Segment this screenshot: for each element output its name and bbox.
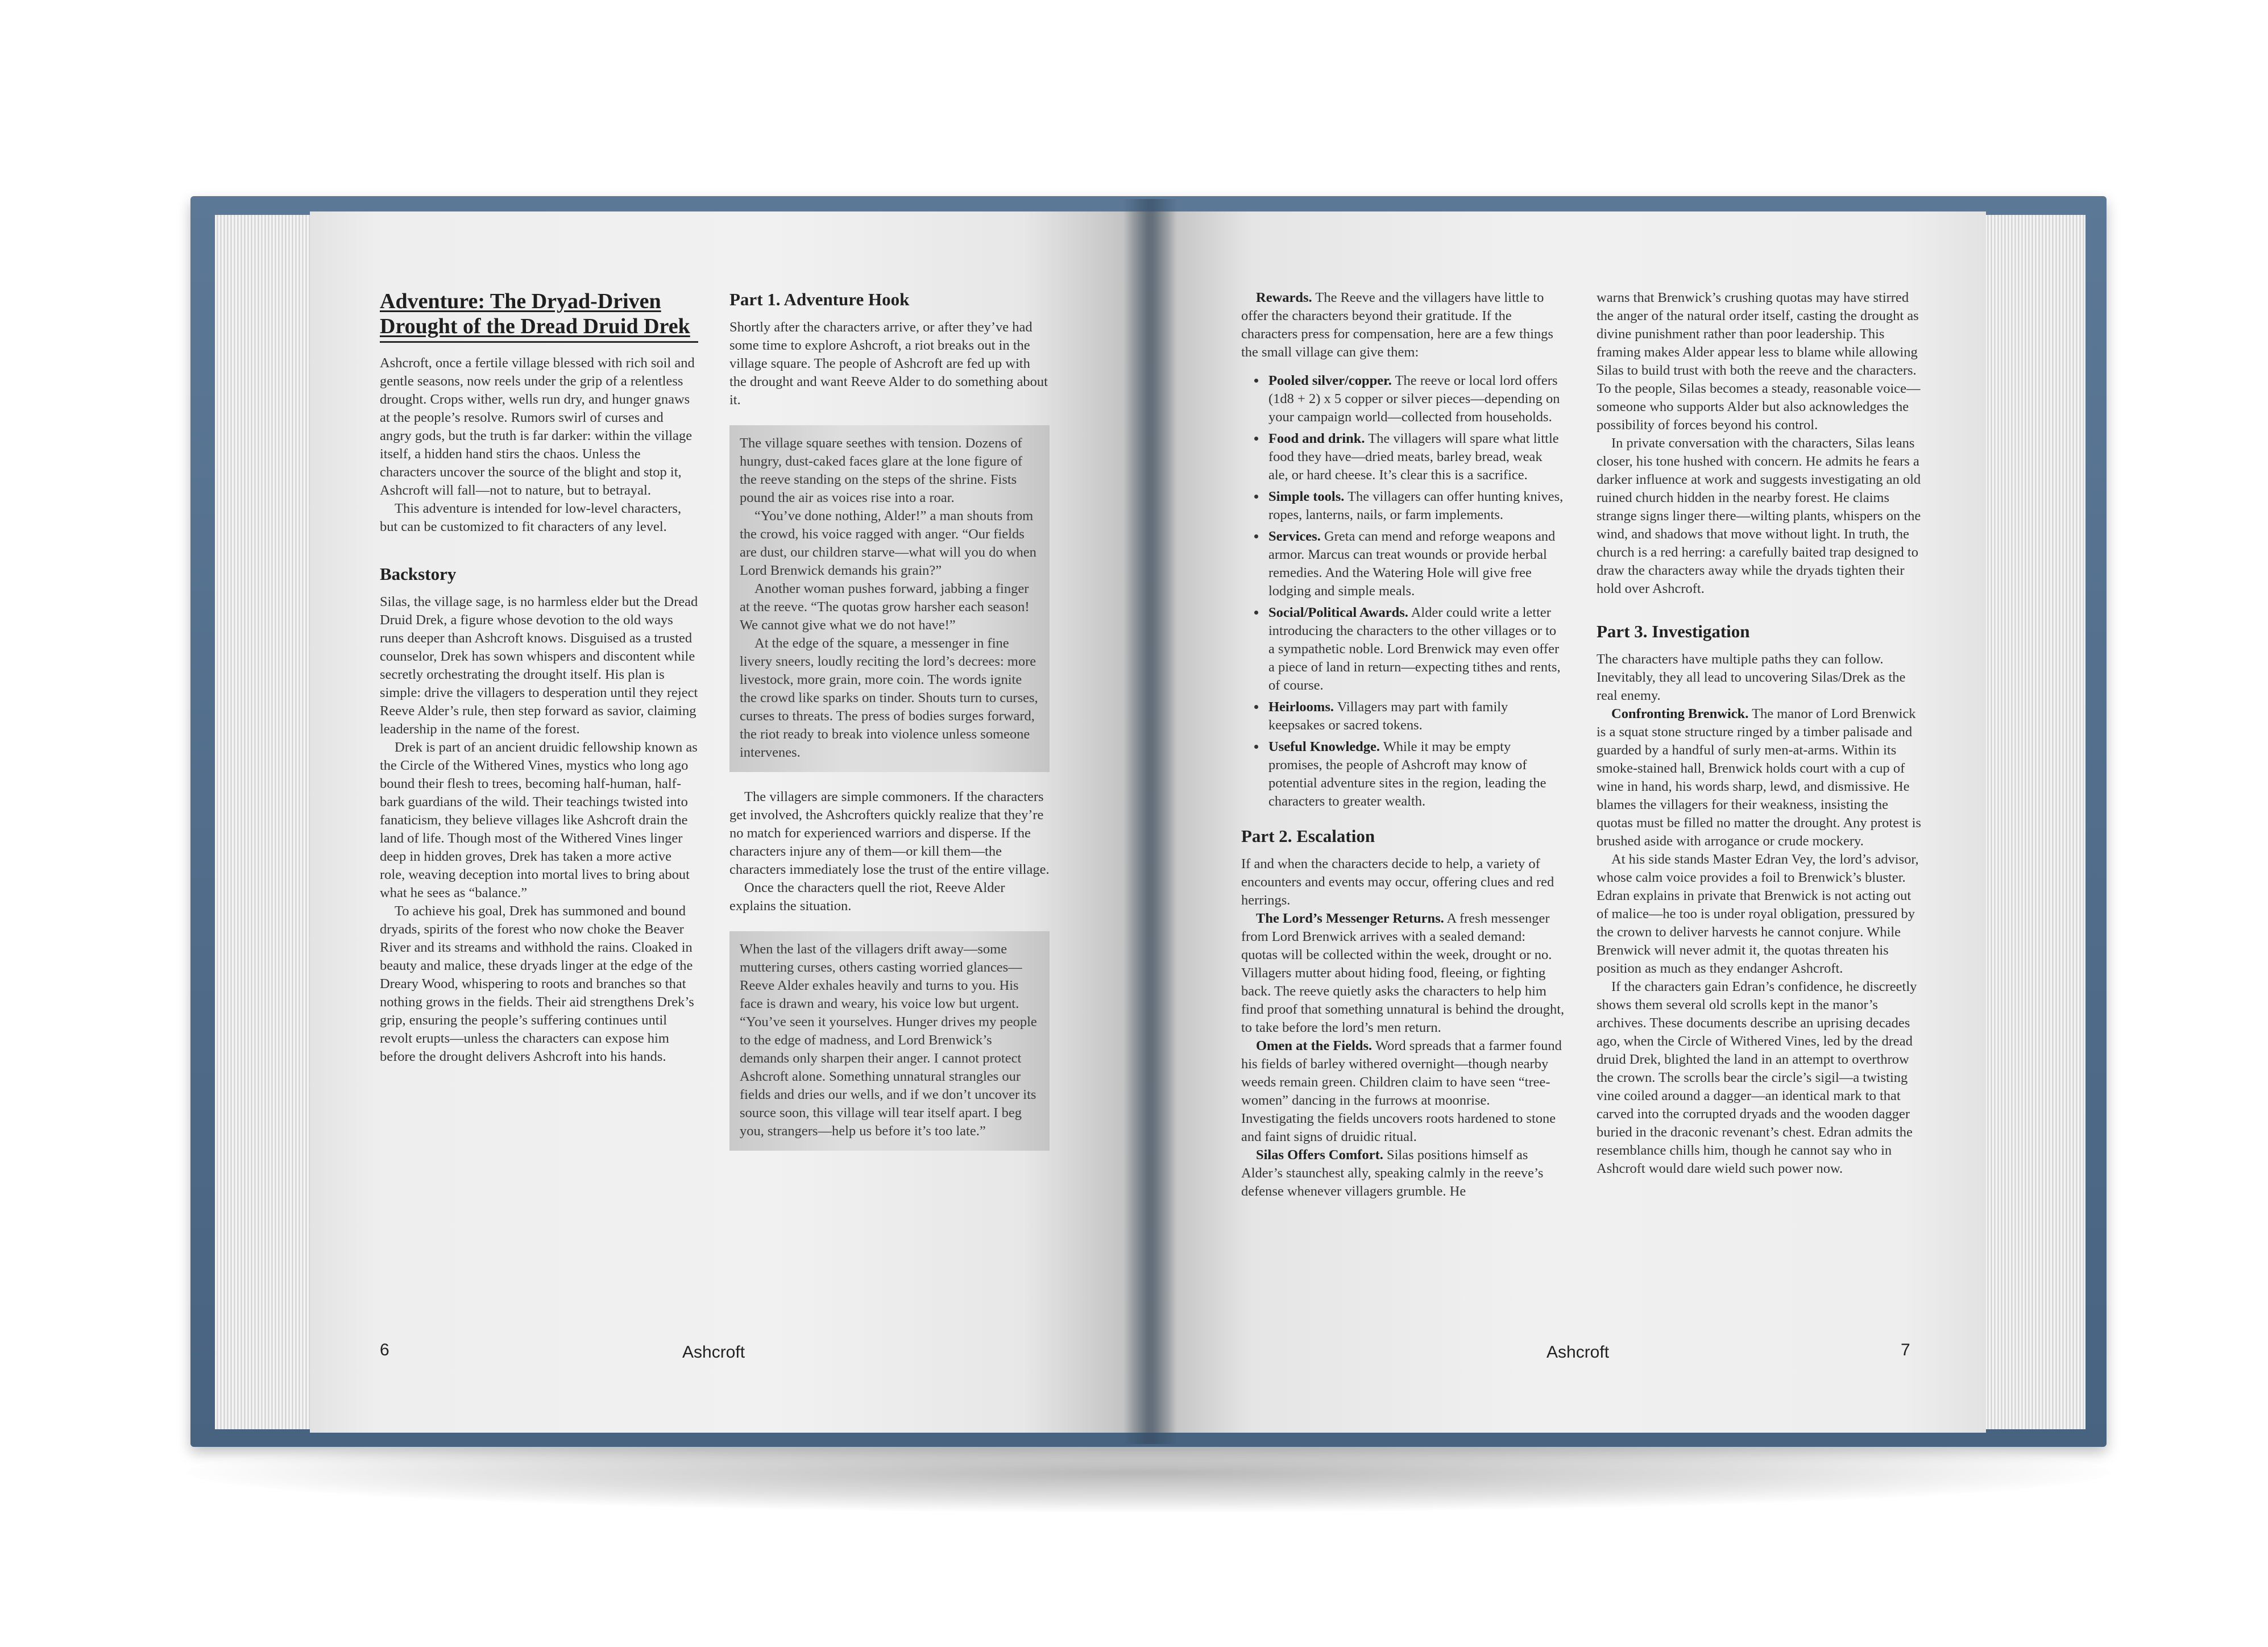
adventure-title: Adventure: The Dryad-Driven Drought of the Dread Druid Drek <box>380 289 698 343</box>
event-text: Silas positions himself as Alder’s staunchest ally, speaking calmly in the reeve’s defense whenever villagers grumble. He <box>1241 1147 1544 1199</box>
list-item <box>1266 372 1565 426</box>
read-aloud-paragraph: At the edge of the square, a messenger in fine livery sneers, loudly reciting the lord’s decrees: more livestock, more grain, more coin. The words ignite the crowd like sparks on tinder. Shouts turn to curses, curses to threats. The press of bodies surges forward, the riot ready to break into violence unless someone intervenes. <box>740 636 1038 760</box>
backstory-paragraph: To achieve his goal, Drek has summoned and bound dryads, spirits of the forest who now choke the Beaver River and its streams and withhold the rains. Cloaked in beauty and malice, these dryads linger at the edge of the Dreary Wood, whispering to roots and branches so that nothing grows in the fields. Their aid strengthens Drek’s grip, ensuring the people’s suffering continues until revolt erupts—unless the characters can expose him before the drought delivers Ashcroft into his hands. <box>380 903 694 1064</box>
list-item-text: The reeve or local lord offers (1d8 + 2) x 5 copper or silver pieces—depending on your campaign world—collected from households. <box>1268 373 1560 425</box>
left-page-column-2 <box>729 289 1050 1167</box>
read-aloud-paragraph: The village square seethes with tension. Dozens of hungry, dust-caked faces glare at the lone figure of the reeve standing on the steps of the shrine. Fists pound the air as voices rise into a roar. <box>740 435 1023 505</box>
list-item-label: Services. <box>1268 529 1321 544</box>
rewards-list <box>1241 372 1565 811</box>
read-aloud-paragraph: When the last of the villagers drift away—some muttering curses, others casting worried glances—Reeve Alder exhales heavily and turns to you. His face is drawn and weary, his voice low but urgent. “You’ve seen it yourselves. Hunger drives my people to the edge of madness, and Lord Brenwick’s demands only sharpen their anger. I cannot protect Ashcroft alone. Something unnatural strangles our fields and dries our wells, and if we don’t uncover its source soon, this village will tear itself apart. I beg you, strangers—help us before it’s too late.” <box>740 941 1037 1139</box>
left-page-footer: Ashcroft <box>682 1343 745 1362</box>
read-aloud-box <box>729 931 1050 1151</box>
list-item <box>1266 698 1565 735</box>
list-item-label: Pooled silver/copper. <box>1268 373 1392 388</box>
body-paragraph: At his side stands Master Edran Vey, the lord’s advisor, whose calm voice provides a foil to Brenwick’s bluster. Edran explains in private that Brenwick is not acting out of malice—he too is under royal obligation, pressured by the crown to deliver harvests he cannot conjure. While Brenwick will never admit it, the quotas threaten his position as much as they endanger Ashcroft. <box>1597 852 1919 976</box>
right-page-footer: Ashcroft <box>1546 1343 1610 1362</box>
list-item-text: Villagers may part with family keepsakes or sacred tokens. <box>1268 699 1508 733</box>
event-paragraph <box>1241 910 1565 1037</box>
part-2-heading: Part 2. Escalation <box>1241 826 1375 846</box>
intro-paragraph: This adventure is intended for low-level characters, but can be customized to fit characters of any level. <box>380 501 682 534</box>
part-1-heading: Part 1. Adventure Hook <box>729 289 910 309</box>
body-paragraph: Once the characters quell the riot, Reeve Alder explains the situation. <box>729 880 1005 914</box>
body-paragraph: The villagers are simple commoners. If the characters get involved, the Ashcrofters quickly realize that they’re no match for experienced warriors and disperse. If the characters injure any of them—or kill them—the characters immediately lose the trust of the entire village. <box>729 789 1050 877</box>
left-page-column-1 <box>380 289 698 1066</box>
list-item <box>1266 528 1565 600</box>
read-aloud-box <box>729 425 1050 772</box>
list-item-label: Simple tools. <box>1268 489 1345 504</box>
list-item-text: Alder could write a letter introducing the characters to the other villages or to a sympathetic noble. Lord Brenwick may even offer a piece of land in return—expecting tithes and rents, of course. <box>1268 605 1561 693</box>
event-text: A fresh messenger from Lord Brenwick arrives with a sealed demand: quotas will be collected within the week, drought or no. Villagers mutter about hiding food, fleeing, or fighting back. The reeve quietly asks the characters to help him find proof that something unnatural is behind the drought, to take before the lord’s men return. <box>1241 911 1565 1035</box>
event-paragraph <box>1597 705 1923 851</box>
event-label: The Lord’s Messenger Returns. <box>1256 911 1444 926</box>
part-3-heading: Part 3. Investigation <box>1597 621 1750 641</box>
body-paragraph: If and when the characters decide to help, a variety of encounters and events may occur, offering clues and red herrings. <box>1241 856 1554 908</box>
body-paragraph: warns that Brenwick’s crushing quotas may have stirred the anger of the natural order itself, casting the drought as divine punishment rather than poor leadership. This framing makes Alder appear less to blame while allowing Silas to build trust with both the reeve and the characters. To the people, Silas becomes a steady, reasonable voice—someone who supports Alder but also acknowledges the possibility of forces beyond his control. <box>1597 290 1921 433</box>
list-item <box>1266 604 1565 695</box>
right-page-number: 7 <box>1901 1341 1910 1359</box>
list-item <box>1266 738 1565 811</box>
list-item-text: While it may be empty promises, the people of Ashcroft may know of potential adventure sites in the region, leading the characters to greater wealth. <box>1268 739 1546 809</box>
body-paragraph: The characters have multiple paths they can follow. Inevitably, they all lead to uncovering Silas/Drek as the real enemy. <box>1597 652 1906 703</box>
right-page-column-2 <box>1597 289 1923 1178</box>
body-paragraph: If the characters gain Edran’s confidence, he discreetly shows them several old scrolls kept in the manor’s archives. These documents describe an uprising decades ago, when the Circle of Withered Vines, led by the dread druid Drek, blighted the land in an attempt to overthrow the crown. The scrolls bear the circle’s sigil—a twisting vine coiled around a dagger—an identical mark to that carved into the corrupted dryads and the wooden dagger buried in the draconic revenant’s chest. Edran admits the resemblance chills him, though he cannot say who in Ashcroft would dare wield such power now. <box>1597 979 1917 1176</box>
list-item <box>1266 488 1565 524</box>
rewards-text: The Reeve and the villagers have little to offer the characters beyond their gratitude. If the characters press for compensation, here are a few things the small village can give them: <box>1241 290 1553 360</box>
event-text: The manor of Lord Brenwick is a squat stone structure ringed by a timber palisade and guarded by a handful of surly men-at-arms. Within its smoke-stained hall, Brenwick holds court with a cup of wine in hand, his words sharp, lewd, and dismissive. He blames the villagers for their weakness, insisting the quotas must be filled no matter the drought. Any protest is brushed aside with arrogance or crude mockery. <box>1597 706 1921 849</box>
book-gutter <box>1123 199 1177 1444</box>
event-paragraph <box>1241 1037 1565 1146</box>
list-item-text: The villagers will spare what little food they have—dried meats, barley bread, weak ale, or hard cheese. It’s clear this is a sacrifice. <box>1268 431 1559 483</box>
intro-paragraph: Ashcroft, once a fertile village blessed with rich soil and gentle seasons, now reels under the grip of a relentless drought. Crops wither, wells run dry, and hunger gnaws at the people’s resolve. Rumors swirl of curses and angry gods, but the truth is far darker: within the village itself, a hidden hand stirs the chaos. Unless the characters uncover the source of the blight and stop it, Ashcroft will fall—not to nature, but to betrayal. <box>380 355 695 498</box>
backstory-paragraph: Drek is part of an ancient druidic fellowship known as the Circle of the Withered Vines, mystics who long ago bound their flesh to trees, becoming half-human, half-bark guardians of the wild. Their teachings twisted into fanaticism, they believe villages like Ashcroft drain the land of life. Though most of the Withered Vines linger deep in hidden groves, Drek has taken a more active role, weaving deception into mortal lives to bring about what he sees as “balance.” <box>380 740 698 901</box>
rewards-paragraph <box>1241 289 1565 362</box>
list-item-text: The villagers can offer hunting knives, ropes, lanterns, nails, or farm implements. <box>1268 489 1564 522</box>
left-page-block-edge <box>215 215 312 1429</box>
event-label: Silas Offers Comfort. <box>1256 1147 1383 1163</box>
read-aloud-paragraph: Another woman pushes forward, jabbing a finger at the reeve. “The quotas grow harsher each season! We cannot give what we do not have!” <box>740 581 1030 633</box>
backstory-heading: Backstory <box>380 564 457 584</box>
list-item-label: Food and drink. <box>1268 431 1365 446</box>
list-item-label: Heirlooms. <box>1268 699 1334 715</box>
list-item-text: Greta can mend and reforge weapons and armor. Marcus can treat wounds or provide herbal remedies. And the Watering Hole will give free lodging and simple meals. <box>1268 529 1556 599</box>
left-page-number: 6 <box>380 1341 389 1359</box>
right-page-column-1 <box>1241 289 1565 1201</box>
event-label: Confronting Brenwick. <box>1611 706 1749 721</box>
read-aloud-paragraph: “You’ve done nothing, Alder!” a man shouts from the crowd, his voice ragged with anger. “Our fields are dust, our children starve—what will you do when Lord Brenwick demands his grain?” <box>740 508 1036 578</box>
list-item-label: Social/Political Awards. <box>1268 605 1408 620</box>
body-paragraph: In private conversation with the characters, Silas leans closer, his tone hushed with concern. He admits he fears a darker influence at work and suggests investigating an old ruined church hidden in the nearby forest. He claims strange signs linger there—wilting plants, whispers on the wind, and shadows that move without light. In truth, the church is a red herring: a carefully baited trap designed to draw the characters away while the dryads tighten their hold over Ashcroft. <box>1597 435 1921 596</box>
backstory-paragraph: Silas, the village sage, is no harmless elder but the Dread Druid Drek, a figure whose devotion to the old ways runs deeper than Ashcroft knows. Disguised as a trusted counselor, Drek has sown whispers and discontent while secretly orchestrating the drought itself. His plan is simple: drive the villagers to desperation until they reject Reeve Alder’s rule, then step forward as savior, claiming leadership in the name of the forest. <box>380 594 698 737</box>
list-item-label: Useful Knowledge. <box>1268 739 1380 754</box>
rewards-label: Rewards. <box>1256 290 1312 305</box>
event-paragraph <box>1241 1146 1565 1201</box>
list-item <box>1266 430 1565 484</box>
right-page-block-edge <box>1985 215 2085 1429</box>
event-label: Omen at the Fields. <box>1256 1038 1373 1053</box>
event-text: Word spreads that a farmer found his fields of barley withered overnight—though nearby weeds remain green. Children claim to have seen “tree-women” dancing in the furrows at moonrise. Investigating the fields uncovers roots hardened to stone and faint signs of druidic ritual. <box>1241 1038 1562 1144</box>
hook-paragraph: Shortly after the characters arrive, or after they’ve had some time to explore Ashcroft, a riot breaks out in the village square. The people of Ashcroft are fed up with the drought and want Reeve Alder to do something about it. <box>729 320 1048 408</box>
